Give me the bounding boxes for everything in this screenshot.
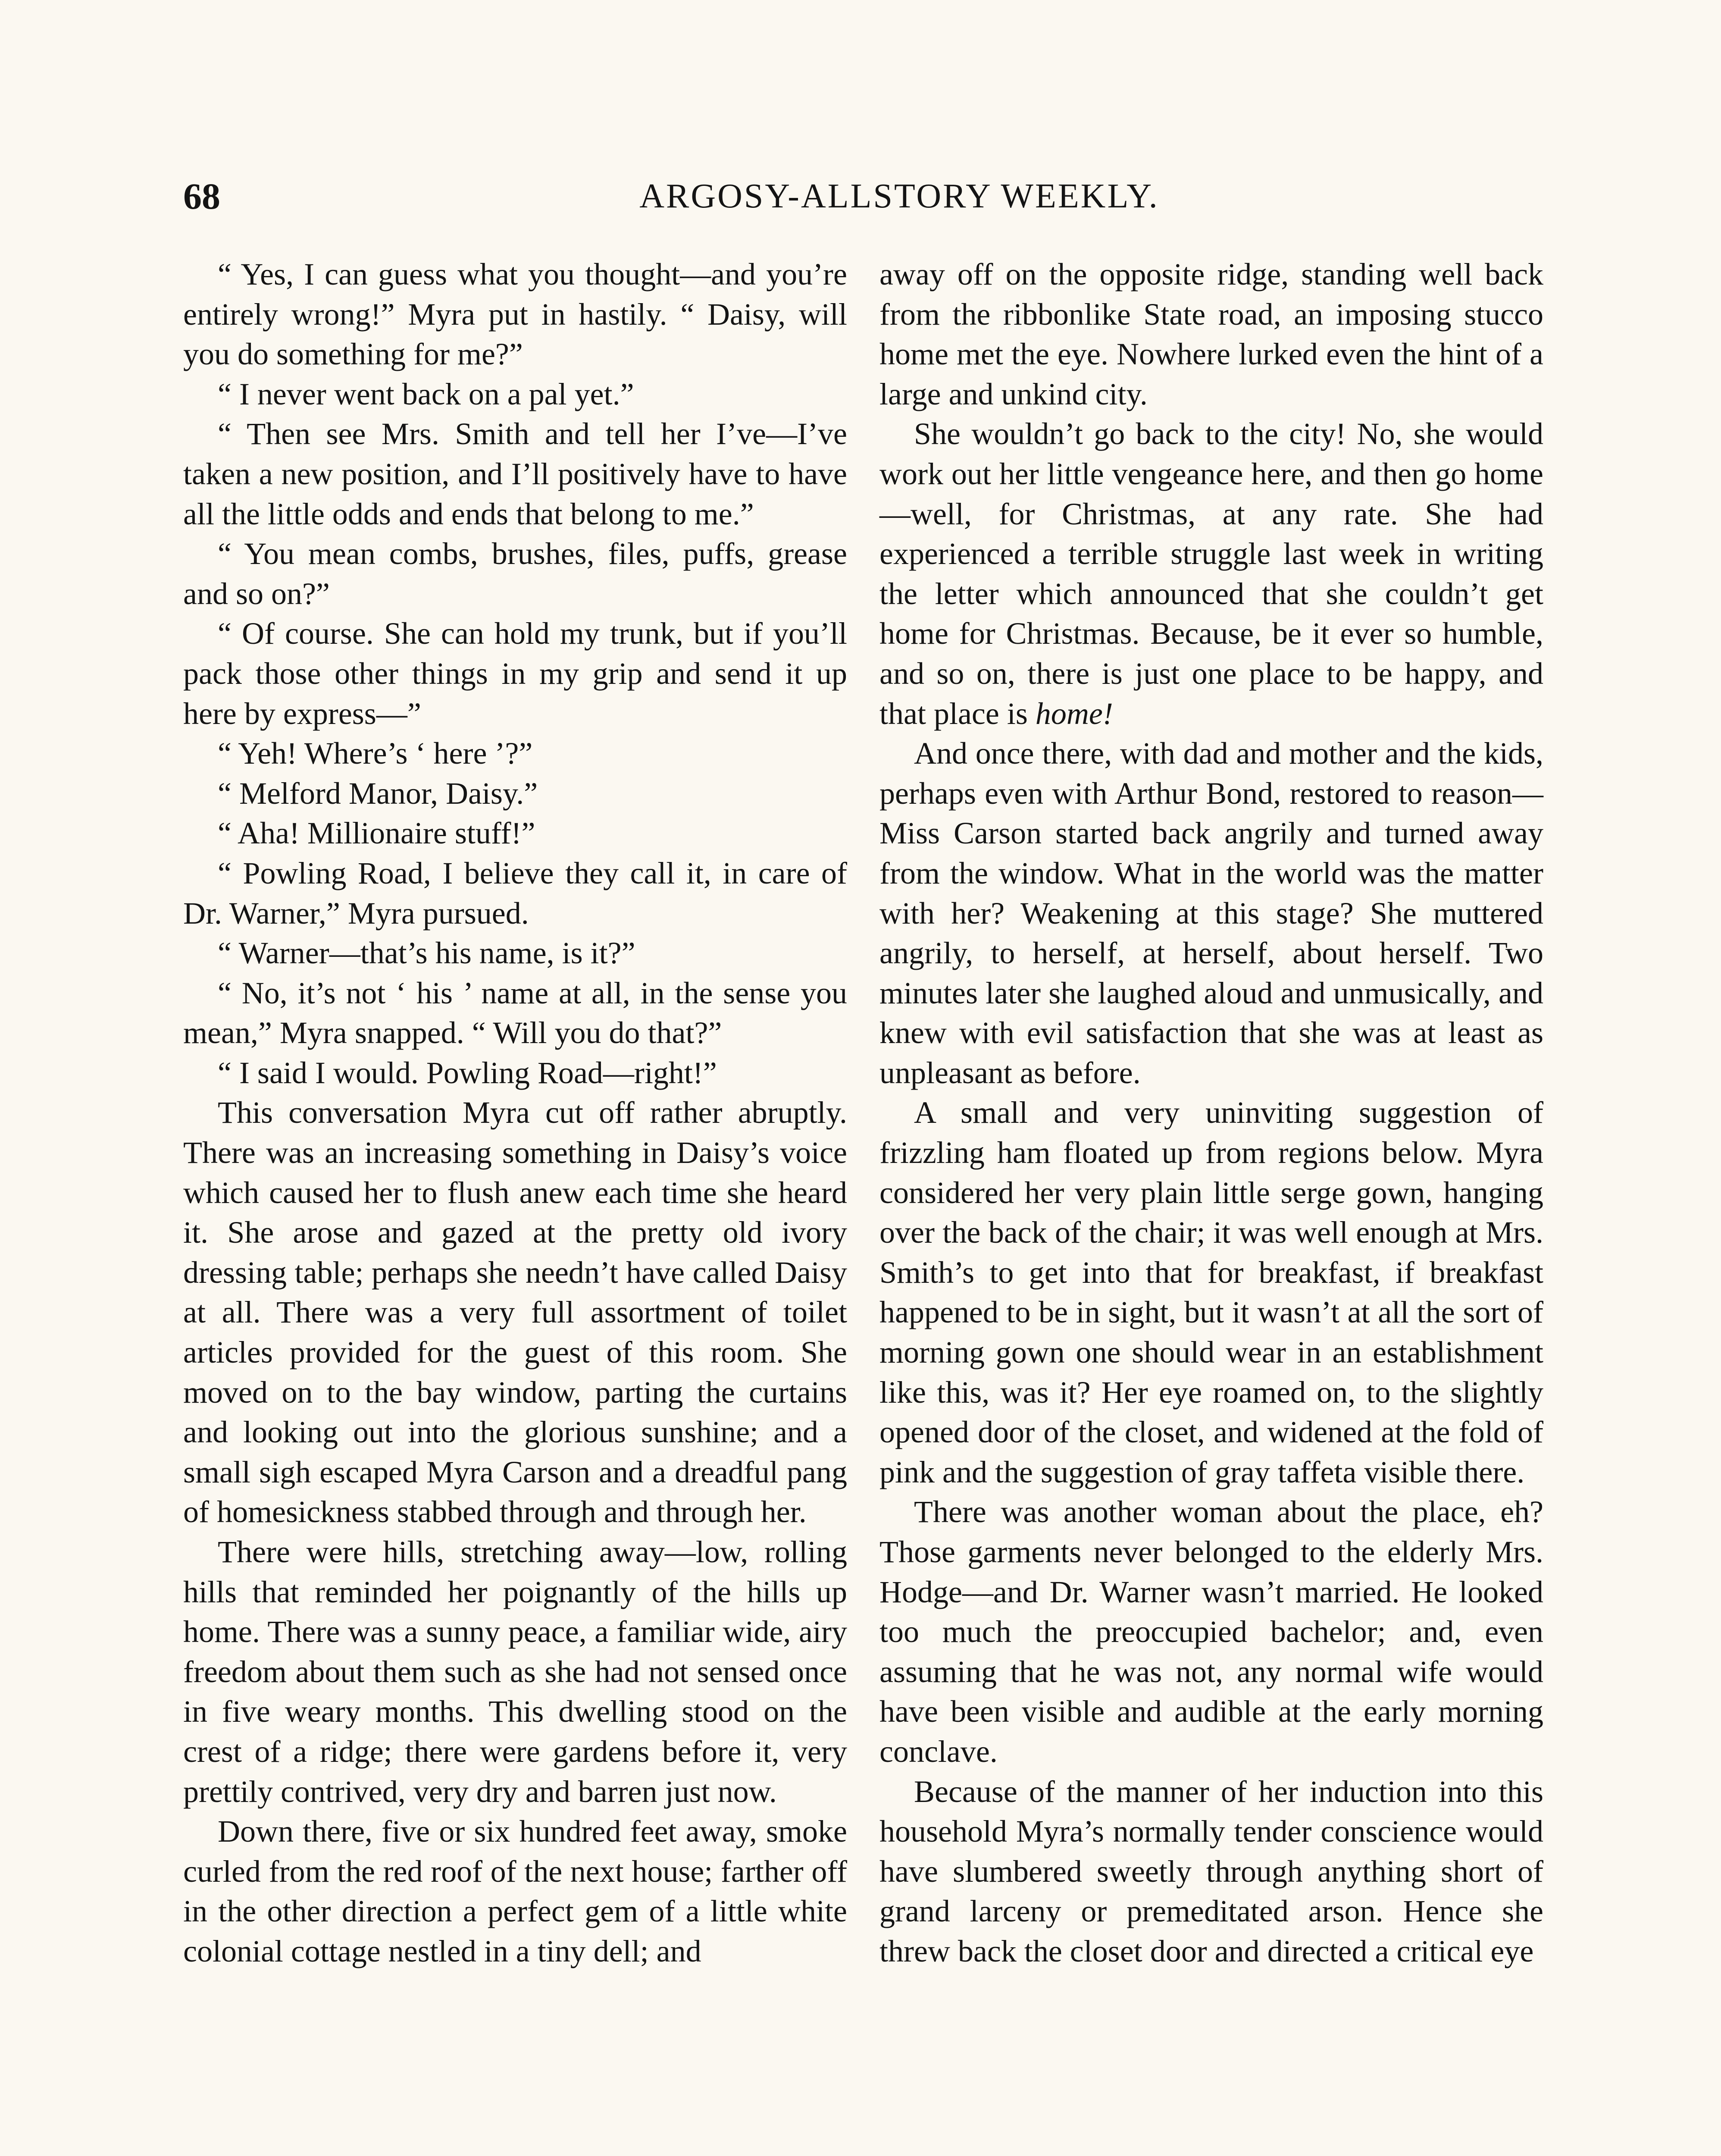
- paragraph: And once there, with dad and mother and the kids, perhaps even with Arthur Bond, restored to reason— Miss Carson started back angrily and turned away from the window. What in the world was the matter with her? Weakening at this stage? She muttered angrily, to herself, at herself, about herself. Two minutes later she laughed aloud and unmusically, and knew with evil satisfaction that she was at least as unpleasant as before.: [879, 736, 1543, 1090]
- left-column: [183, 254, 847, 1971]
- running-head: ARGOSY-ALLSTORY WEEKLY.: [639, 177, 1159, 215]
- paragraph: “ Yes, I can guess what you thought—and you’re entirely wrong!” Myra put in hastily. “ Daisy, will you do something for me?”: [183, 257, 847, 372]
- page-header: [183, 172, 1538, 220]
- paragraph: There were hills, stretching away—low, rolling hills that reminded her poignantly of the hills up home. There was a sunny peace, a familiar wide, airy freedom about them such as she had not sensed once in five weary months. This dwelling stood on the crest of a ridge; there were gardens before it, very prettily contrived, very dry and barren just now.: [183, 1535, 847, 1809]
- italic-word: home!: [1035, 696, 1113, 731]
- paragraph: “ Yeh! Where’s ‘ here ’?”: [218, 736, 533, 771]
- paragraph: Down there, five or six hundred feet away, smoke curled from the red roof of the next house; farther off in the other direction a perfect gem of a little white colonial cottage nestled in a tiny dell; and: [183, 1814, 847, 1968]
- continued-paragraph: away off on the opposite ridge, standing well back from the ribbonlike State road, an imposing stucco home met the eye. Nowhere lurked even the hint of a large and unkind city.: [879, 257, 1543, 411]
- paragraph: “ Then see Mrs. Smith and tell her I’ve—I’ve taken a new position, and I’ll positively have to have all the little odds and ends that belong to me.”: [183, 417, 847, 531]
- paragraph: “ Warner—that’s his name, is it?”: [218, 936, 635, 971]
- page-number: 68: [183, 175, 220, 217]
- paragraph: “ Melford Manor, Daisy.”: [218, 776, 538, 811]
- paragraph: “ No, it’s not ‘ his ’ name at all, in the sense you mean,” Myra snapped. “ Will you do that?”: [183, 975, 847, 1050]
- paragraph-text: She wouldn’t go back to the city! No, she would work out her little vengeance here, and then go home—well, for Christmas, at any rate. She had experienced a terrible struggle last week in writing the letter which announced that she couldn’t get home for Christmas. Because, be it ever so humble, and so on, there is just one place to be happy, and that place is: [879, 417, 1543, 731]
- paragraph: “ Of course. She can hold my trunk, but if you’ll pack those other things in my grip and send it up here by express—”: [183, 616, 847, 731]
- paragraph: “ You mean combs, brushes, files, puffs, grease and so on?”: [183, 536, 847, 611]
- paragraph: [879, 414, 1543, 733]
- paragraph: Because of the manner of her induction into this household Myra’s normally tender conscience would have slumbered sweetly through anything short of grand larceny or premeditated arson. Hence she threw back the closet door and directed a critical eye: [879, 1774, 1543, 1968]
- paragraph: “ Aha! Millionaire stuff!”: [218, 816, 535, 851]
- paragraph: “ Powling Road, I believe they call it, in care of Dr. Warner,” Myra pursued.: [183, 856, 847, 931]
- paragraph: A small and very uninviting suggestion of frizzling ham floated up from regions below. Myra considered her very plain little serge gown, hanging over the back of the chair; it was well enough at Mrs. Smith’s to get into that for breakfast, if breakfast happened to be in sight, but it wasn’t at all the sort of morning gown one should wear in an establishment like this, was it? Her eye roamed on, to the slightly opened door of the closet, and widened at the fold of pink and the suggestion of gray taffeta visible there.: [879, 1095, 1543, 1489]
- right-column: [879, 254, 1543, 1971]
- paragraph: “ I never went back on a pal yet.”: [218, 376, 634, 411]
- paragraph: There was another woman about the place, eh? Those garments never belonged to the elderly Mrs. Hodge—and Dr. Warner wasn’t married. He looked too much the preoccupied bachelor; and, even assuming that he was not, any normal wife would have been visible and audible at the early morning conclave.: [879, 1495, 1543, 1769]
- paragraph: “ I said I would. Powling Road—right!”: [218, 1055, 717, 1090]
- paragraph: This conversation Myra cut off rather abruptly. There was an increasing something in Daisy’s voice which caused her to flush anew each time she heard it. She arose and gazed at the pretty old ivory dressing table; perhaps she needn’t have called Daisy at all. There was a very full assortment of toilet articles provided for the guest of this room. She moved on to the bay window, parting the curtains and looking out into the glorious sunshine; and a small sigh escaped Myra Carson and a dreadful pang of homesickness stabbed through and through her.: [183, 1095, 847, 1529]
